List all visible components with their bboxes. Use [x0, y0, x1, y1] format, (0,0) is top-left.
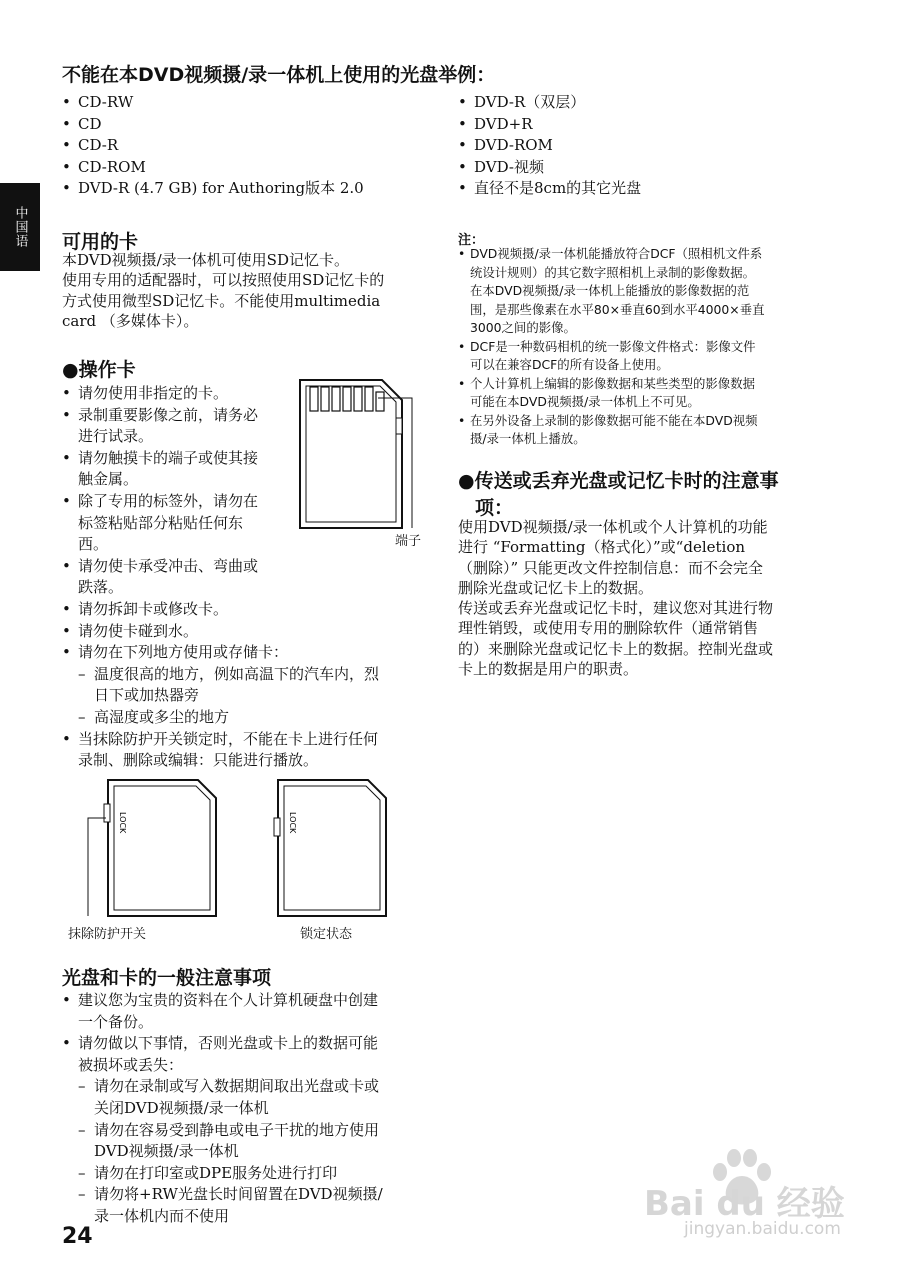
heading-disposal-line1: ●传送或丢弃光盘或记忆卡时的注意事: [458, 470, 779, 492]
list-item: • 请勿拆卸卡或修改卡。: [62, 599, 432, 621]
list-item: 录制、删除或编辑：只能进行播放。: [78, 751, 319, 770]
list-item: • 除了专用的标签外，请勿在: [62, 491, 432, 513]
list-item: • DCF是一种数码相机的统一影像文件格式：影像文件: [458, 338, 858, 357]
list-item: 在本DVD视频摄/录一体机上能播放的影像数据的范: [470, 283, 750, 298]
list-item: – 温度很高的地方，例如高温下的汽车内，烈: [62, 664, 432, 686]
write-protect-switch: [104, 804, 110, 822]
list-item: • DVD+R: [458, 114, 858, 136]
text-line: 传送或丢弃光盘或记忆卡时，建议您对其进行物: [458, 599, 774, 618]
list-item: • DVD视频摄/录一体机能播放符合DCF（照相机文件系: [458, 245, 858, 264]
list-item: 录一体机内而不使用: [94, 1206, 230, 1225]
list-item: • CD: [62, 114, 442, 136]
list-item: 可以在兼容DCF的所有设备上使用。: [470, 357, 669, 372]
list-item: • DVD-R (4.7 GB) for Authoring版本 2.0: [62, 178, 442, 200]
page-number: 24: [62, 1224, 93, 1249]
usable-cards-text: [62, 250, 442, 331]
list-item: 3000之间的影像。: [470, 320, 576, 335]
list-item: • 个人计算机上编辑的影像数据和某些类型的影像数据: [458, 375, 858, 394]
heading-unusable-discs: 不能在本DVD视频摄/录一体机上使用的光盘举例：: [62, 64, 496, 86]
watermark-brand: Bai du 经验: [644, 1184, 845, 1224]
list-item: – 请勿在打印室或DPE服务处进行打印: [62, 1163, 432, 1185]
list-item: – 请勿将+RW光盘长时间留置在DVD视频摄/: [62, 1184, 432, 1206]
heading-disposal-line2: 项：: [475, 497, 514, 519]
list-item: • 请勿使卡碰到水。: [62, 621, 432, 643]
lock-text-right: LOCK: [288, 812, 297, 834]
text-line: 进行 “Formatting（格式化）”或“deletion: [458, 538, 746, 557]
heading-disposal: [458, 466, 779, 520]
list-item: • 直径不是8cm的其它光盘: [458, 178, 858, 200]
list-item: 可能在本DVD视频摄/录一体机上不可见。: [470, 394, 700, 409]
text-line: 理性销毁，或使用专用的删除软件（通常销售: [458, 619, 759, 638]
list-item: 围，是那些像素在水平80×垂直60到水平4000×垂直: [470, 301, 765, 317]
notes-list: [458, 245, 858, 449]
sd-card-left-outline: [108, 780, 216, 916]
text-line: 删除光盘或记忆卡上的数据。: [458, 578, 654, 597]
list-item: • CD-RW: [62, 92, 442, 114]
list-item: – 请勿在容易受到静电或电子干扰的地方使用: [62, 1120, 432, 1142]
list-item: • DVD-视频: [458, 157, 858, 179]
sd-card-terminals: [310, 387, 384, 411]
locked-state-label: 锁定状态: [300, 927, 353, 942]
list-item: • 当抹除防护开关锁定时，不能在卡上进行任何: [62, 729, 432, 751]
list-item: – 高湿度或多尘的地方: [62, 707, 432, 729]
watermark-url: jingyan.baidu.com: [684, 1219, 841, 1239]
list-item: • 请勿在下列地方使用或存储卡：: [62, 642, 432, 664]
language-tab-label: 中国语: [12, 206, 28, 248]
list-item: • 建议您为宝贵的资料在个人计算机硬盘中创建: [62, 990, 432, 1012]
list-item: • 录制重要影像之前，请务必: [62, 405, 432, 427]
list-item: DVD视频摄/录一体机: [94, 1142, 239, 1161]
list-item: • CD-R: [62, 135, 442, 157]
list-item: 跌落。: [78, 578, 124, 597]
write-protect-switch-label: 抹除防护开关: [68, 927, 147, 942]
text-line: 的）来删除光盘或记忆卡上的数据。控制光盘或: [458, 639, 774, 658]
text-line: 方式使用微型SD记忆卡。不能使用multimedia: [62, 291, 381, 310]
write-protect-switch-locked: [274, 818, 280, 836]
sd-card-lock-illustration: [80, 776, 400, 926]
disposal-text: [458, 517, 858, 679]
lock-text-left: LOCK: [118, 812, 127, 834]
list-item: • 在另外设备上录制的影像数据可能不能在本DVD视频: [458, 412, 858, 431]
heading-card-operations: ●操作卡: [62, 359, 136, 381]
heading-usable-cards: 可用的卡: [62, 231, 139, 253]
list-item: 被损坏或丢失：: [78, 1055, 184, 1074]
text-line: 使用专用的适配器时，可以按照使用SD记忆卡的: [62, 271, 385, 290]
list-item: • CD-ROM: [62, 157, 442, 179]
terminal-label: 端子: [395, 534, 422, 549]
list-item: 日下或加热器旁: [94, 686, 200, 705]
general-cautions-list: [62, 990, 432, 1228]
list-item: • 请勿使用非指定的卡。: [62, 383, 432, 405]
list-item: – 请勿在录制或写入数据期间取出光盘或卡或: [62, 1076, 432, 1098]
list-item: • 请勿使卡承受冲击、弯曲或: [62, 556, 432, 578]
heading-general-cautions: 光盘和卡的一般注意事项: [62, 967, 272, 989]
list-item: • DVD-ROM: [458, 135, 858, 157]
list-item: • 请勿做以下事情，否则光盘或卡上的数据可能: [62, 1033, 432, 1055]
unusable-discs-left-list: [62, 92, 442, 200]
list-item: 统设计规则）的其它数字照相机上录制的影像数据。: [470, 264, 755, 280]
list-item: 一个备份。: [78, 1012, 154, 1031]
list-item: • 请勿触摸卡的端子或使其接: [62, 448, 432, 470]
list-item: 西。: [78, 535, 109, 554]
list-item: 标签粘贴部分粘贴任何东: [78, 513, 244, 532]
unusable-discs-right-list: [458, 92, 858, 200]
sd-card-terminal-illustration: [292, 378, 432, 548]
text-line: 卡上的数据是用户的职责。: [458, 660, 639, 679]
text-line: 本DVD视频摄/录一体机可使用SD记忆卡。: [62, 251, 349, 269]
sd-card-notch: [396, 418, 402, 434]
list-item: 关闭DVD视频摄/录一体机: [94, 1098, 269, 1117]
list-item: 进行试录。: [78, 427, 154, 446]
text-line: card （多媒体卡）。: [62, 311, 199, 330]
list-item: • DVD-R（双层）: [458, 92, 858, 114]
notes-title: 注：: [458, 233, 485, 248]
text-line: 使用DVD视频摄/录一体机或个人计算机的功能: [458, 518, 768, 536]
text-line: （删除）” 只能更改文件控制信息：而不会完全: [458, 558, 763, 577]
list-item: 触金属。: [78, 470, 139, 489]
language-tab: [0, 183, 40, 271]
list-item: 摄/录一体机上播放。: [470, 431, 586, 446]
sd-card-right-outline: [278, 780, 386, 916]
